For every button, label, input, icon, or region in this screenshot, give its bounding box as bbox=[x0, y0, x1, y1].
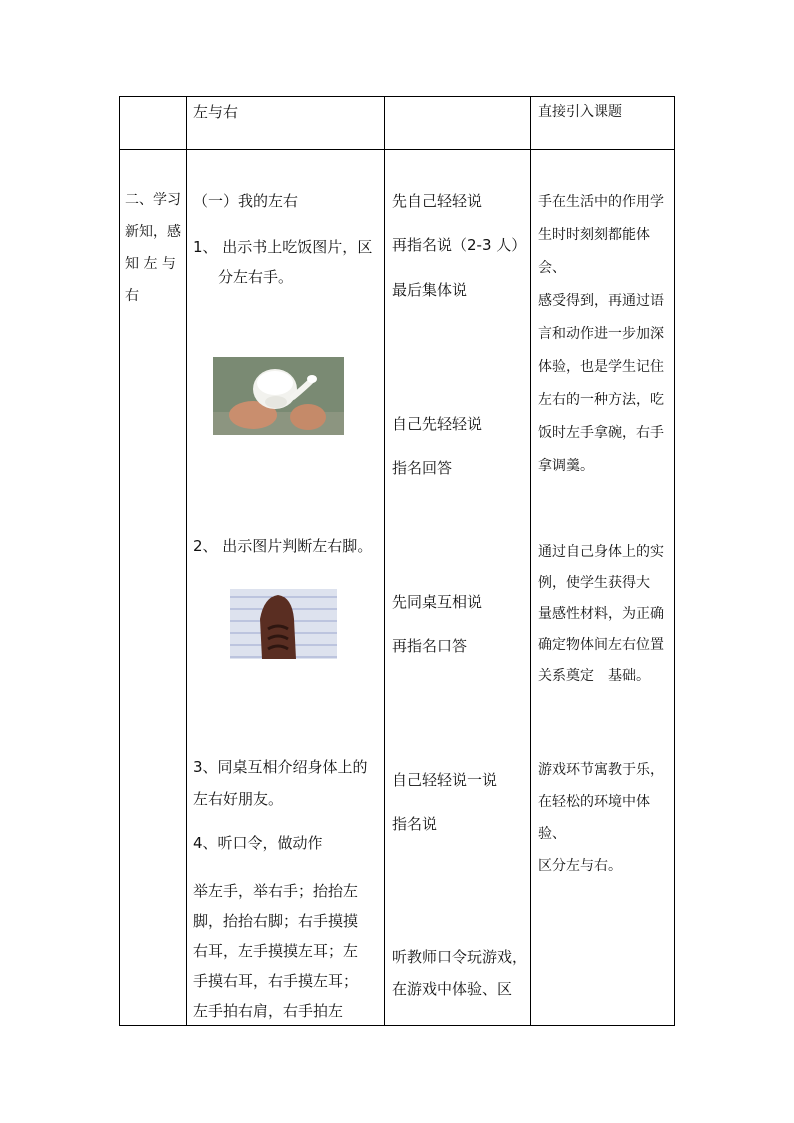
row-divider bbox=[119, 149, 675, 150]
student-activity-c1: 先同桌互相说 bbox=[392, 593, 483, 611]
activity-1-line2: 分左右手。 bbox=[218, 268, 294, 286]
student-activity-e2: 在游戏中体验、区 bbox=[392, 980, 513, 998]
intro-note: 直接引入课题 bbox=[538, 104, 622, 120]
column-divider-1 bbox=[186, 96, 187, 1026]
shoe-illustration bbox=[230, 589, 337, 659]
topic-title: 左与右 bbox=[193, 103, 239, 121]
shoe-photo bbox=[230, 589, 337, 659]
student-activity-e1: 听教师口令玩游戏， bbox=[392, 948, 528, 966]
column-divider-2 bbox=[384, 96, 385, 1026]
table-left-border bbox=[119, 96, 120, 1026]
activity-3-line2: 左右好朋友。 bbox=[193, 790, 284, 808]
student-activity-a3: 最后集体说 bbox=[392, 281, 468, 299]
student-activity-d1: 自己轻轻说一说 bbox=[392, 771, 498, 789]
student-activity-a1: 先自己轻轻说 bbox=[392, 192, 483, 210]
student-activity-d2: 指名说 bbox=[392, 815, 438, 833]
student-activity-c2: 再指名口答 bbox=[392, 637, 468, 655]
student-activity-b2: 指名回答 bbox=[392, 459, 453, 477]
eating-hands-photo bbox=[213, 357, 344, 435]
activity-2: 2、 出示图片判断左右脚。 bbox=[193, 537, 373, 555]
activity-1-line1: 1、 出示书上吃饭图片，区 bbox=[193, 238, 373, 256]
table-top-border bbox=[119, 96, 675, 97]
activity-3-line1: 3、同桌互相介绍身体上的 bbox=[193, 758, 368, 776]
column-divider-3 bbox=[530, 96, 531, 1026]
table-right-border bbox=[674, 96, 675, 1026]
subsection-heading: （一）我的左右 bbox=[193, 192, 299, 210]
student-activity-a2: 再指名说（2-3 人） bbox=[392, 236, 527, 254]
student-activity-b1: 自己先轻轻说 bbox=[392, 415, 483, 433]
design-intent-2: 通过自己身体上的实 例，使学生获得大 量感性材料，为正确 确定物体间左右位置 关系奠定 基础。 bbox=[538, 544, 664, 684]
design-intent-1: 手在生活中的作用学 生时时刻刻都能体会、 感受得到，再通过语 言和动作进一步加深 体验，也是学生记住 左右的一种方法，吃 饭时左手拿碗，右手 拿调羹。 bbox=[538, 194, 664, 474]
section-label: 二、学习 新知，感 知 左 与 右 bbox=[125, 192, 181, 304]
activity-4: 4、听口令，做动作 bbox=[193, 834, 323, 852]
design-intent-3: 游戏环节寓教于乐， 在轻松的环境中体验、 区分左与右。 bbox=[538, 762, 664, 874]
command-list: 举左手，举右手；抬抬左 脚，抬抬右脚；右手摸摸 右耳，左手摸摸左耳；左 手摸右耳，右手摸左耳； 左手拍右肩，右手拍左 bbox=[193, 882, 359, 1020]
eating-hands-illustration bbox=[213, 357, 344, 435]
